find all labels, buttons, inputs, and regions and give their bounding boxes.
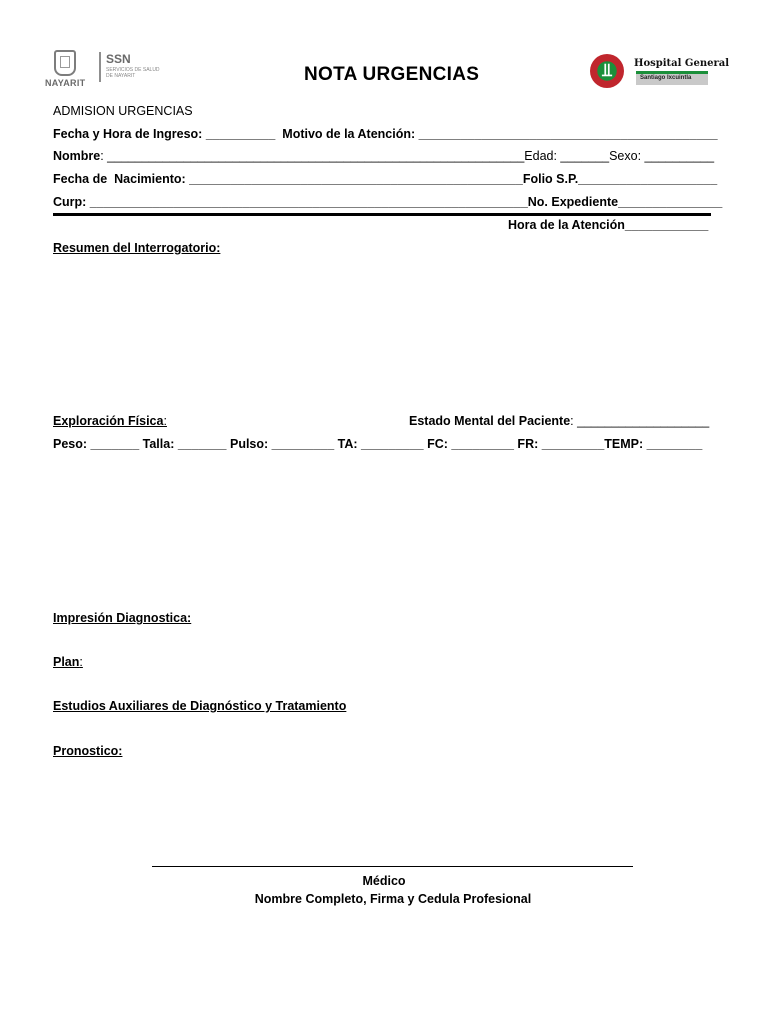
heading-plan: Plan: (53, 655, 83, 669)
hospital-emblem-icon: ⫫ (590, 54, 624, 88)
admission-section-label: ADMISION URGENCIAS (53, 104, 193, 118)
heading-estudios: Estudios Auxiliares de Diagnóstico y Tratamiento (53, 699, 347, 713)
logo-agency-sub: SERVICIOS DE SALUD DE NAYARIT (106, 67, 160, 79)
document-title: NOTA URGENCIAS (304, 64, 480, 85)
admission-row-nacimiento[interactable]: Fecha de Nacimiento: ________________________________________________Folio S.P.____________________ (53, 172, 718, 186)
admission-row-nombre[interactable]: Nombre: ____________________________________________________________Edad: _______Sexo: __________ (53, 149, 715, 163)
admission-row-ingreso[interactable]: Fecha y Hora de Ingreso: __________ Motivo de la Atención: ___________________________________________ (53, 127, 718, 141)
admission-row-hora-atencion[interactable]: Hora de la Atención____________ (508, 218, 709, 232)
logo-state-name: NAYARIT (45, 78, 86, 88)
nayarit-logo (44, 48, 160, 92)
heading-pronostico: Pronostico: (53, 744, 123, 758)
hospital-logo (584, 50, 744, 96)
signature-line (152, 866, 633, 867)
signature-instructions: Nombre Completo, Firma y Cedula Profesional (254, 892, 532, 906)
field-estado-mental[interactable]: Estado Mental del Paciente: ___________________ (409, 414, 710, 428)
admission-row-curp[interactable]: Curp: _______________________________________________________________No. Expediente_______________ (53, 195, 723, 209)
logo-agency: SSN (106, 52, 131, 66)
vitals-row[interactable]: Peso: _______ Talla: _______ Pulso: _________ TA: _________ FC: _________ FR: _________TEMP: ________ (53, 437, 703, 451)
heading-exploracion: Exploración Física: (53, 414, 167, 428)
heading-interrogatorio: Resumen del Interrogatorio: (53, 241, 221, 255)
logo-divider (99, 52, 101, 82)
section-divider (53, 213, 711, 216)
hospital-name: Hospital General (634, 58, 730, 69)
hospital-subtitle: Santiago Ixcuintla (640, 75, 692, 81)
heading-impresion: Impresión Diagnostica: (53, 611, 192, 625)
state-seal-icon (54, 50, 76, 76)
signature-role: Médico (362, 874, 406, 888)
